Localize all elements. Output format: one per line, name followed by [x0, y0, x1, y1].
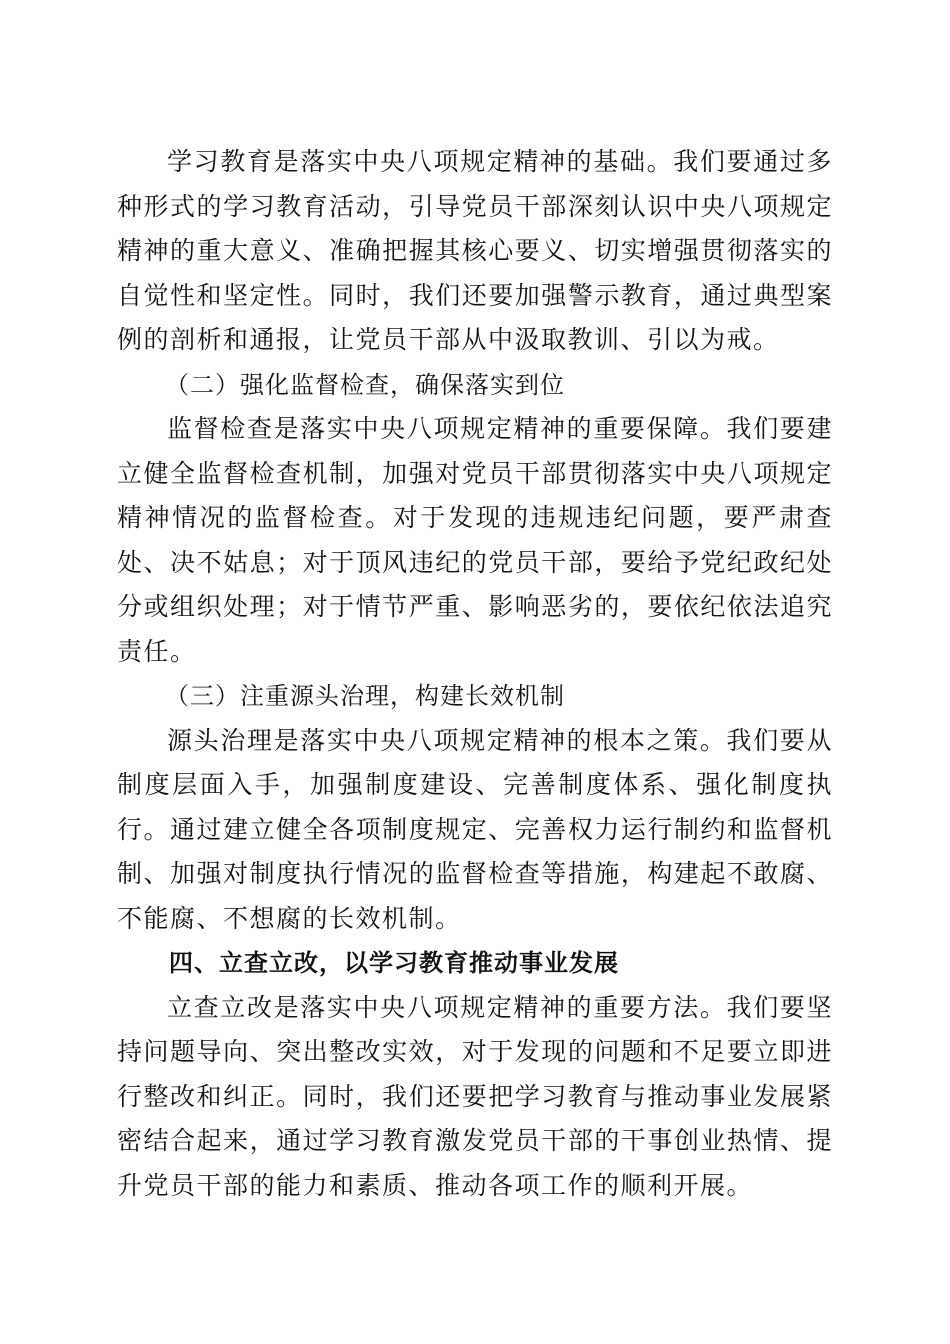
paragraph-rectification: 立查立改是落实中央八项规定精神的重要方法。我们要坚持问题导向、突出整改实效，对于发现的问题和不足要立即进行整改和纠正。同时，我们还要把学习教育与推动事业发展紧密结合起来，通过学习教育激发党员干部的干事创业热情、提升党员干部的能力和素质、推动各项工作的顺利开展。	[117, 992, 833, 1200]
paragraph-source-governance: 源头治理是落实中央八项规定精神的根本之策。我们要从制度层面入手，加强制度建设、完善制度体系、强化制度执行。通过建立健全各项制度规定、完善权力运行制约和监督机制、加强对制度执行情况的监督检查等措施，构建起不敢腐、不能腐、不想腐的长效机制。	[117, 725, 833, 933]
paragraph-study-education: 学习教育是落实中央八项规定精神的基础。我们要通过多种形式的学习教育活动，引导党员干部深刻认识中央八项规定精神的重大意义、准确把握其核心要义、切实增强贯彻落实的自觉性和坚定性。同时，我们还要加强警示教育，通过典型案例的剖析和通报，让党员干部从中汲取教训、引以为戒。	[117, 147, 833, 354]
subheading-source-governance: （三）注重源头治理，构建长效机制	[165, 682, 565, 710]
paragraph-supervision: 监督检查是落实中央八项规定精神的重要保障。我们要建立健全监督检查机制，加强对党员干部贯彻落实中央八项规定精神情况的监督检查。对于发现的违规违纪问题，要严肃查处、决不姑息；对于顶风违纪的党员干部，要给予党纪政纪处分或组织处理；对于情节严重、影响恶劣的，要依纪依法追究责任。	[117, 414, 833, 666]
section-heading-rectification: 四、立查立改，以学习教育推动事业发展	[169, 949, 619, 977]
subheading-supervision: （二）强化监督检查，确保落实到位	[165, 370, 565, 399]
document-body	[117, 140, 833, 1208]
